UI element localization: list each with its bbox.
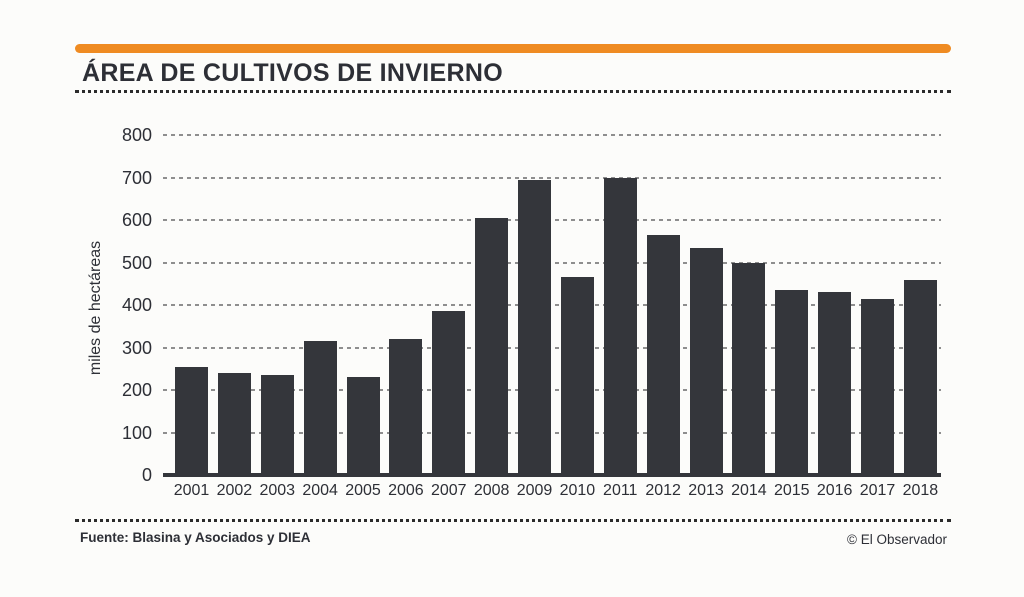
bar-2012: [647, 235, 680, 475]
x-tick-label: 2002: [216, 482, 253, 499]
x-tick-label: 2013: [688, 482, 724, 499]
x-tick-2014: [732, 482, 765, 502]
y-tick-label-200: 200: [121, 380, 152, 400]
title-divider: [75, 90, 951, 93]
x-tick-2016: [818, 482, 851, 502]
bar-2013: [690, 248, 723, 475]
y-tick-label-0: 0: [141, 465, 152, 485]
y-tick-label-700: 700: [121, 167, 152, 188]
y-axis-tick-labels: [58, 125, 152, 485]
x-axis-line: [163, 473, 941, 477]
x-axis-tick-labels: [163, 482, 941, 502]
bar-2009: [518, 180, 551, 475]
y-tick-label-100: 100: [121, 422, 152, 443]
x-tick-label: 2007: [430, 482, 467, 499]
x-tick-label: 2001: [173, 482, 210, 499]
y-tick-label-300: 300: [121, 337, 152, 358]
x-tick-label: 2011: [603, 482, 638, 499]
x-tick-label: 2005: [345, 482, 381, 499]
x-tick-label: 2009: [516, 482, 553, 499]
x-tick-label: 2015: [773, 482, 810, 499]
bar-2004: [304, 341, 337, 475]
y-tick-label-600: 600: [121, 210, 152, 230]
y-axis-title: miles de hectáreas: [87, 240, 104, 376]
x-tick-label: 2016: [816, 482, 853, 499]
page-title: ÁREA DE CULTIVOS DE INVIERNO: [82, 59, 503, 87]
x-tick-2017: [861, 482, 894, 502]
x-tick-label: 2014: [731, 482, 767, 499]
bar-2014: [732, 263, 765, 476]
x-tick-2006: [389, 482, 422, 502]
accent-rule: [75, 44, 951, 53]
x-tick-label: 2006: [388, 482, 424, 499]
x-tick-2010: [561, 482, 594, 502]
x-tick-label: 2008: [473, 482, 510, 499]
x-tick-2002: [218, 482, 251, 502]
bar-2008: [475, 218, 508, 475]
bar-2017: [861, 299, 894, 475]
x-tick-2005: [347, 482, 380, 502]
x-tick-label: 2017: [859, 482, 896, 499]
bar-2010: [561, 277, 594, 475]
x-tick-label: 2012: [645, 482, 681, 499]
bar-series: [163, 135, 941, 475]
x-tick-2007: [432, 482, 465, 502]
x-tick-2013: [690, 482, 723, 502]
x-tick-label: 2018: [902, 482, 939, 499]
x-tick-2003: [261, 482, 294, 502]
x-tick-2004: [304, 482, 337, 502]
x-tick-2011: [604, 482, 637, 502]
bar-2011: [604, 178, 637, 476]
x-tick-label: 2010: [559, 482, 596, 499]
x-tick-2012: [647, 482, 680, 502]
y-tick-label-500: 500: [121, 252, 152, 273]
bar-2005: [347, 377, 380, 475]
footer-divider: [75, 519, 951, 522]
bar-2018: [904, 280, 937, 476]
source-credit: Fuente: Blasina y Asociados y DIEA: [80, 530, 311, 545]
y-tick-label-800: 800: [121, 125, 152, 145]
x-tick-2015: [775, 482, 808, 502]
bar-2001: [175, 367, 208, 475]
x-tick-2009: [518, 482, 551, 502]
x-tick-label: 2003: [259, 482, 296, 499]
bar-2015: [775, 290, 808, 475]
publisher-credit: © El Observador: [847, 532, 947, 547]
x-tick-2001: [175, 482, 208, 502]
x-tick-2008: [475, 482, 508, 502]
bar-2016: [818, 292, 851, 475]
bar-2006: [389, 339, 422, 475]
bar-2002: [218, 373, 251, 475]
bar-2007: [432, 311, 465, 475]
bar-2003: [261, 375, 294, 475]
x-tick-label: 2004: [302, 482, 338, 499]
y-tick-label-400: 400: [121, 295, 152, 315]
x-tick-2018: [904, 482, 937, 502]
